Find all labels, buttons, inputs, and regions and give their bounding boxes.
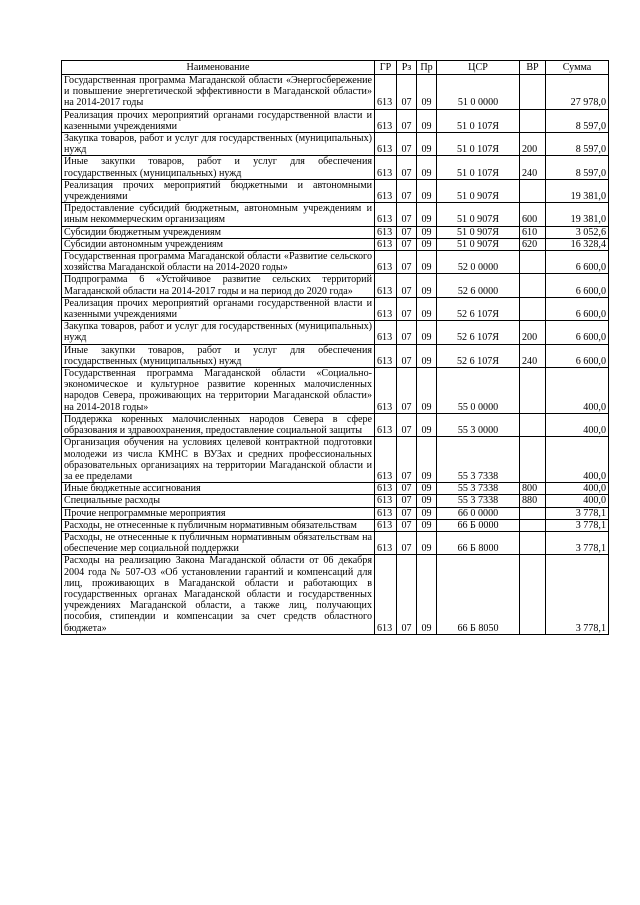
cell-name: Иные закупки товаров, работ и услуг для обеспечения государственных (муниципальных) нужд	[62, 156, 375, 179]
cell-name: Иные бюджетные ассигнования	[62, 483, 375, 495]
cell-sum: 6 600,0	[546, 344, 609, 367]
cell-vr	[520, 109, 546, 132]
table-row	[62, 413, 609, 436]
cell-gr: 613	[375, 531, 397, 554]
cell-gr: 613	[375, 321, 397, 344]
cell-sum: 8 597,0	[546, 156, 609, 179]
cell-csr: 66 Б 8050	[437, 555, 520, 634]
cell-rz: 07	[397, 555, 417, 634]
cell-pr: 09	[417, 75, 437, 110]
budget-table	[61, 60, 609, 635]
cell-vr	[520, 507, 546, 519]
cell-name: Предоставление субсидий бюджетным, автономным учреждениям и иным некоммерческим организациям	[62, 203, 375, 226]
cell-gr: 613	[375, 238, 397, 250]
cell-vr	[520, 75, 546, 110]
cell-gr: 613	[375, 483, 397, 495]
cell-rz: 07	[397, 483, 417, 495]
table-row	[62, 251, 609, 274]
cell-name: Реализация прочих мероприятий органами государственной власти и казенными учреждениями	[62, 109, 375, 132]
cell-rz: 07	[397, 226, 417, 238]
table-row	[62, 156, 609, 179]
cell-vr: 240	[520, 344, 546, 367]
table-row	[62, 321, 609, 344]
table-row	[62, 238, 609, 250]
cell-pr: 09	[417, 156, 437, 179]
cell-csr: 51 0 0000	[437, 75, 520, 110]
cell-pr: 09	[417, 203, 437, 226]
table-body	[62, 75, 609, 635]
cell-rz: 07	[397, 413, 417, 436]
cell-rz: 07	[397, 109, 417, 132]
cell-vr: 200	[520, 321, 546, 344]
table-row	[62, 507, 609, 519]
cell-sum: 400,0	[546, 368, 609, 414]
cell-rz: 07	[397, 321, 417, 344]
cell-sum: 6 600,0	[546, 297, 609, 320]
cell-sum: 3 778,1	[546, 507, 609, 519]
cell-pr: 09	[417, 179, 437, 202]
cell-rz: 07	[397, 344, 417, 367]
cell-vr	[520, 437, 546, 483]
cell-sum: 6 600,0	[546, 251, 609, 274]
cell-name: Закупка товаров, работ и услуг для государственных (муниципальных) нужд	[62, 133, 375, 156]
header-rz: Рз	[397, 61, 417, 75]
table-row	[62, 483, 609, 495]
cell-gr: 613	[375, 344, 397, 367]
cell-rz: 07	[397, 133, 417, 156]
cell-csr: 52 0 0000	[437, 251, 520, 274]
cell-rz: 07	[397, 274, 417, 297]
table-row	[62, 109, 609, 132]
cell-rz: 07	[397, 507, 417, 519]
cell-name: Организация обучения на условиях целевой контрактной подготовки молодежи из числа КМНС в ВУЗах и средних профессиональных образовательных организациях на территории Магаданской области и за ее пределами	[62, 437, 375, 483]
cell-csr: 66 Б 8000	[437, 531, 520, 554]
cell-pr: 09	[417, 413, 437, 436]
table-row	[62, 555, 609, 634]
cell-sum: 400,0	[546, 495, 609, 507]
cell-vr: 240	[520, 156, 546, 179]
cell-gr: 613	[375, 179, 397, 202]
cell-name: Государственная программа Магаданской области «Развитие сельского хозяйства Магаданской области на 2014-2020 годы»	[62, 251, 375, 274]
cell-name: Субсидии бюджетным учреждениям	[62, 226, 375, 238]
table-row	[62, 203, 609, 226]
cell-csr: 52 6 107Я	[437, 321, 520, 344]
cell-pr: 09	[417, 238, 437, 250]
cell-name: Специальные расходы	[62, 495, 375, 507]
cell-csr: 66 Б 0000	[437, 519, 520, 531]
cell-pr: 09	[417, 344, 437, 367]
cell-name: Государственная программа Магаданской области «Социально-экономическое и культурное развитие коренных малочисленных народов Севера, проживающих на территории Магаданской области» на 2014-2018 годы»	[62, 368, 375, 414]
cell-vr	[520, 368, 546, 414]
cell-sum: 400,0	[546, 437, 609, 483]
cell-pr: 09	[417, 495, 437, 507]
cell-vr	[520, 297, 546, 320]
cell-pr: 09	[417, 297, 437, 320]
cell-vr	[520, 251, 546, 274]
cell-csr: 52 6 107Я	[437, 344, 520, 367]
cell-csr: 51 0 107Я	[437, 109, 520, 132]
cell-gr: 613	[375, 437, 397, 483]
cell-pr: 09	[417, 321, 437, 344]
cell-pr: 09	[417, 437, 437, 483]
header-row	[62, 61, 609, 75]
cell-csr: 51 0 907Я	[437, 226, 520, 238]
cell-vr: 800	[520, 483, 546, 495]
cell-sum: 16 328,4	[546, 238, 609, 250]
cell-gr: 613	[375, 156, 397, 179]
cell-csr: 52 6 107Я	[437, 297, 520, 320]
cell-gr: 613	[375, 555, 397, 634]
cell-vr	[520, 179, 546, 202]
cell-vr	[520, 519, 546, 531]
cell-pr: 09	[417, 251, 437, 274]
cell-gr: 613	[375, 495, 397, 507]
cell-pr: 09	[417, 133, 437, 156]
table-row	[62, 297, 609, 320]
cell-gr: 613	[375, 507, 397, 519]
cell-vr: 620	[520, 238, 546, 250]
header-pr: Пр	[417, 61, 437, 75]
cell-name: Реализация прочих мероприятий органами государственной власти и казенными учреждениями	[62, 297, 375, 320]
cell-vr	[520, 555, 546, 634]
cell-rz: 07	[397, 368, 417, 414]
cell-name: Поддержка коренных малочисленных народов Севера в сфере образования и здравоохранения, предоставление социальной защиты	[62, 413, 375, 436]
cell-name: Прочие непрограммные мероприятия	[62, 507, 375, 519]
cell-gr: 613	[375, 226, 397, 238]
cell-csr: 55 3 0000	[437, 413, 520, 436]
cell-sum: 400,0	[546, 483, 609, 495]
cell-gr: 613	[375, 75, 397, 110]
cell-csr: 51 0 907Я	[437, 203, 520, 226]
cell-csr: 55 3 7338	[437, 483, 520, 495]
cell-vr	[520, 413, 546, 436]
cell-rz: 07	[397, 437, 417, 483]
table-row	[62, 531, 609, 554]
cell-name: Государственная программа Магаданской области «Энергосбережение и повышение энергетической эффективности в Магаданской области» на 2014-2017 годы	[62, 75, 375, 110]
cell-rz: 07	[397, 238, 417, 250]
cell-rz: 07	[397, 495, 417, 507]
cell-vr: 880	[520, 495, 546, 507]
table-row	[62, 519, 609, 531]
cell-gr: 613	[375, 519, 397, 531]
cell-csr: 66 0 0000	[437, 507, 520, 519]
table-row	[62, 437, 609, 483]
cell-vr: 200	[520, 133, 546, 156]
cell-rz: 07	[397, 75, 417, 110]
cell-gr: 613	[375, 368, 397, 414]
cell-vr	[520, 531, 546, 554]
cell-csr: 55 0 0000	[437, 368, 520, 414]
cell-name: Расходы, не отнесенные к публичным нормативным обязательствам	[62, 519, 375, 531]
cell-rz: 07	[397, 519, 417, 531]
table-row	[62, 274, 609, 297]
cell-sum: 19 381,0	[546, 203, 609, 226]
header-gr: ГР	[375, 61, 397, 75]
cell-pr: 09	[417, 368, 437, 414]
cell-rz: 07	[397, 203, 417, 226]
cell-name: Реализация прочих мероприятий бюджетными и автономными учреждениями	[62, 179, 375, 202]
cell-name: Подпрограмма 6 «Устойчивое развитие сельских территорий Магаданской области на 2014-2017 годы и на период до 2020 года»	[62, 274, 375, 297]
cell-vr: 600	[520, 203, 546, 226]
table-row	[62, 179, 609, 202]
table-row	[62, 495, 609, 507]
cell-csr: 51 0 107Я	[437, 156, 520, 179]
cell-sum: 3 778,1	[546, 519, 609, 531]
cell-vr: 610	[520, 226, 546, 238]
cell-sum: 27 978,0	[546, 75, 609, 110]
cell-sum: 19 381,0	[546, 179, 609, 202]
table-row	[62, 75, 609, 110]
cell-rz: 07	[397, 179, 417, 202]
table-row	[62, 226, 609, 238]
cell-sum: 8 597,0	[546, 109, 609, 132]
cell-sum: 6 600,0	[546, 321, 609, 344]
cell-name: Закупка товаров, работ и услуг для государственных (муниципальных) нужд	[62, 321, 375, 344]
cell-gr: 613	[375, 133, 397, 156]
table-row	[62, 368, 609, 414]
cell-name: Расходы, не отнесенные к публичным нормативным обязательствам на обеспечение мер социальной поддержки	[62, 531, 375, 554]
cell-csr: 51 0 907Я	[437, 238, 520, 250]
cell-gr: 613	[375, 251, 397, 274]
cell-name: Иные закупки товаров, работ и услуг для обеспечения государственных (муниципальных) нужд	[62, 344, 375, 367]
cell-pr: 09	[417, 274, 437, 297]
cell-csr: 55 3 7338	[437, 495, 520, 507]
cell-sum: 3 778,1	[546, 531, 609, 554]
cell-rz: 07	[397, 156, 417, 179]
header-sum: Сумма	[546, 61, 609, 75]
header-name: Наименование	[62, 61, 375, 75]
cell-gr: 613	[375, 274, 397, 297]
cell-vr	[520, 274, 546, 297]
cell-gr: 613	[375, 203, 397, 226]
cell-pr: 09	[417, 531, 437, 554]
cell-csr: 51 0 907Я	[437, 179, 520, 202]
cell-pr: 09	[417, 507, 437, 519]
cell-pr: 09	[417, 109, 437, 132]
cell-gr: 613	[375, 109, 397, 132]
cell-name: Расходы на реализацию Закона Магаданской области от 06 декабря 2004 года № 507-ОЗ «Об установлении гарантий и компенсаций для лиц, проживающих в Магаданской области и работающих в государственных органах Магаданской области и государственных учреждениях Магаданской области, а также лиц, получающих пособия, стипендии и компенсации за счет средств областного бюджета»	[62, 555, 375, 634]
cell-pr: 09	[417, 519, 437, 531]
cell-csr: 55 3 7338	[437, 437, 520, 483]
cell-rz: 07	[397, 251, 417, 274]
header-csr: ЦСР	[437, 61, 520, 75]
cell-pr: 09	[417, 226, 437, 238]
cell-pr: 09	[417, 483, 437, 495]
cell-pr: 09	[417, 555, 437, 634]
table-row	[62, 344, 609, 367]
cell-sum: 400,0	[546, 413, 609, 436]
cell-gr: 613	[375, 413, 397, 436]
cell-sum: 3 778,1	[546, 555, 609, 634]
cell-gr: 613	[375, 297, 397, 320]
cell-sum: 8 597,0	[546, 133, 609, 156]
cell-csr: 52 6 0000	[437, 274, 520, 297]
cell-csr: 51 0 107Я	[437, 133, 520, 156]
cell-sum: 3 052,6	[546, 226, 609, 238]
cell-rz: 07	[397, 297, 417, 320]
cell-sum: 6 600,0	[546, 274, 609, 297]
cell-name: Субсидии автономным учреждениям	[62, 238, 375, 250]
table-row	[62, 133, 609, 156]
cell-rz: 07	[397, 531, 417, 554]
header-vr: ВР	[520, 61, 546, 75]
